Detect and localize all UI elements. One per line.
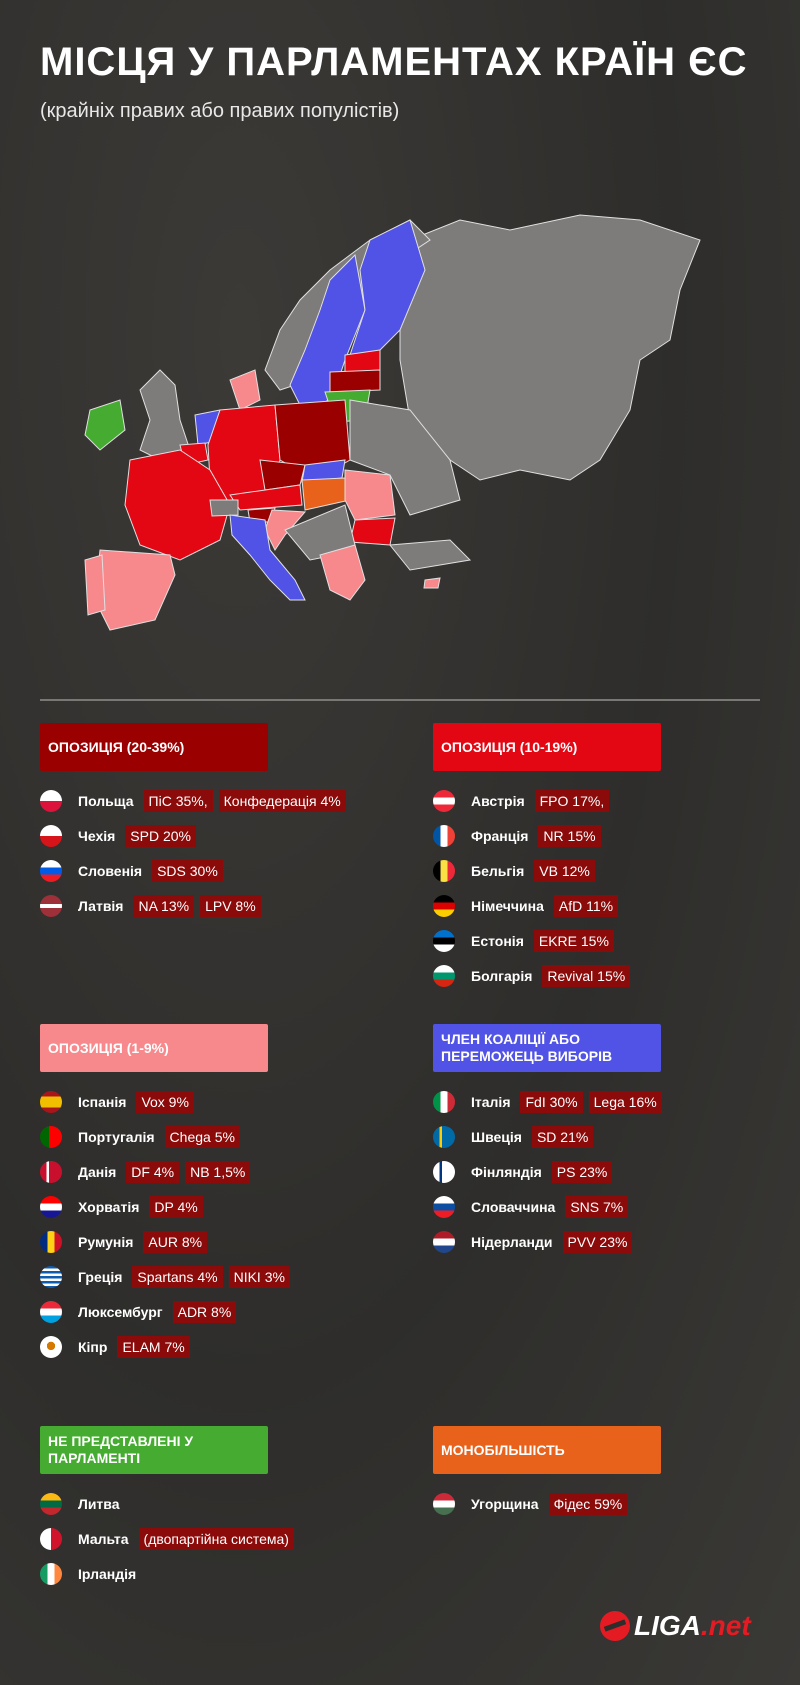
party-tag: DP 4% bbox=[149, 1196, 202, 1218]
party-tag: EKRE 15% bbox=[534, 930, 614, 952]
country-name: Словенія bbox=[78, 862, 143, 879]
latvia-flag-icon bbox=[40, 895, 62, 917]
section-coalition bbox=[433, 1024, 763, 1259]
country-name: Італія bbox=[471, 1093, 511, 1110]
map-region-spain bbox=[95, 550, 175, 630]
country-name: Румунія bbox=[78, 1233, 134, 1250]
section-header: ОПОЗИЦІЯ (20-39%) bbox=[40, 723, 268, 771]
germany-flag-icon bbox=[433, 895, 455, 917]
map-region-denmark bbox=[230, 370, 260, 410]
country-row bbox=[40, 1294, 370, 1329]
page-title: МІСЦЯ У ПАРЛАМЕНТАХ КРАЇН ЄС bbox=[40, 40, 748, 84]
country-row bbox=[40, 888, 370, 923]
map-region-bulgaria bbox=[350, 518, 395, 545]
country-name: Франція bbox=[471, 827, 529, 844]
country-row bbox=[40, 1154, 370, 1189]
country-row bbox=[433, 1189, 763, 1224]
country-row bbox=[40, 853, 370, 888]
belgium-flag-icon bbox=[433, 860, 455, 882]
party-tag: Vox 9% bbox=[136, 1091, 193, 1113]
party-tag: NB 1,5% bbox=[185, 1161, 250, 1183]
denmark-flag-icon bbox=[40, 1161, 62, 1183]
country-list bbox=[40, 1486, 370, 1591]
map-region-cyprus bbox=[424, 578, 440, 588]
section-majority bbox=[433, 1426, 763, 1521]
party-tag: LPV 8% bbox=[200, 895, 261, 917]
liga-logo bbox=[600, 1610, 751, 1642]
country-row bbox=[40, 1329, 370, 1364]
party-tag: Конфедерація 4% bbox=[219, 790, 346, 812]
country-name: Словаччина bbox=[471, 1198, 556, 1215]
country-list bbox=[40, 783, 370, 923]
country-name: Болгарія bbox=[471, 967, 533, 984]
france-flag-icon bbox=[433, 825, 455, 847]
map-region-turkey bbox=[390, 540, 470, 570]
country-name: Чехія bbox=[78, 827, 116, 844]
country-row bbox=[433, 958, 763, 993]
section-opp-10-19 bbox=[433, 723, 763, 993]
section-opp-20-39 bbox=[40, 723, 370, 923]
country-name: Нідерланди bbox=[471, 1233, 553, 1250]
country-name: Ірландія bbox=[78, 1565, 137, 1582]
country-row bbox=[433, 1154, 763, 1189]
country-list bbox=[40, 1084, 370, 1364]
spain-flag-icon bbox=[40, 1091, 62, 1113]
party-tag: (двопартійна система) bbox=[139, 1528, 294, 1550]
country-name: Швеція bbox=[471, 1128, 522, 1145]
malta-flag-icon bbox=[40, 1528, 62, 1550]
party-tag: NIKI 3% bbox=[229, 1266, 290, 1288]
party-tag: ELAM 7% bbox=[117, 1336, 189, 1358]
party-tag: PVV 23% bbox=[563, 1231, 633, 1253]
austria-flag-icon bbox=[433, 790, 455, 812]
italy-flag-icon bbox=[433, 1091, 455, 1113]
country-row bbox=[40, 1084, 370, 1119]
section-opp-1-9 bbox=[40, 1024, 370, 1364]
country-row bbox=[40, 783, 370, 818]
country-row bbox=[40, 1259, 370, 1294]
section-header: ЧЛЕН КОАЛІЦІЇ АБО ПЕРЕМОЖЕЦЬ ВИБОРІВ bbox=[433, 1024, 661, 1072]
section-header: ОПОЗИЦІЯ (10-19%) bbox=[433, 723, 661, 771]
greece-flag-icon bbox=[40, 1266, 62, 1288]
section-header: НЕ ПРЕДСТАВЛЕНІ У ПАРЛАМЕНТІ bbox=[40, 1426, 268, 1474]
map-region-romania bbox=[345, 470, 395, 520]
party-tag: Chega 5% bbox=[165, 1126, 240, 1148]
country-name: Греція bbox=[78, 1268, 123, 1285]
country-name: Люксембург bbox=[78, 1303, 163, 1320]
country-row bbox=[433, 783, 763, 818]
country-row bbox=[40, 1224, 370, 1259]
cyprus-flag-icon bbox=[40, 1336, 62, 1358]
country-list bbox=[433, 1084, 763, 1259]
party-tag: FdI 30% bbox=[520, 1091, 582, 1113]
country-name: Іспанія bbox=[78, 1093, 127, 1110]
party-tag: NA 13% bbox=[133, 895, 194, 917]
section-not-represented bbox=[40, 1426, 370, 1591]
party-tag: ADR 8% bbox=[173, 1301, 237, 1323]
map-region-portugal bbox=[85, 555, 105, 615]
map-region-russia bbox=[400, 215, 700, 480]
poland-flag-icon bbox=[40, 790, 62, 812]
europe-map bbox=[80, 160, 740, 640]
bulgaria-flag-icon bbox=[433, 965, 455, 987]
section-divider bbox=[40, 699, 760, 701]
country-name: Португалія bbox=[78, 1128, 155, 1145]
party-tag: DF 4% bbox=[126, 1161, 179, 1183]
country-name: Литва bbox=[78, 1495, 120, 1512]
party-tag: Spartans 4% bbox=[132, 1266, 222, 1288]
liga-ball-icon bbox=[600, 1611, 630, 1641]
country-name: Данія bbox=[78, 1163, 117, 1180]
country-list bbox=[433, 1486, 763, 1521]
country-row bbox=[40, 1556, 370, 1591]
luxembourg-flag-icon bbox=[40, 1301, 62, 1323]
country-row bbox=[433, 1084, 763, 1119]
country-name: Австрія bbox=[471, 792, 525, 809]
party-tag: AfD 11% bbox=[554, 895, 618, 917]
country-row bbox=[433, 923, 763, 958]
party-tag: Lega 16% bbox=[589, 1091, 662, 1113]
sweden-flag-icon bbox=[433, 1126, 455, 1148]
party-tag: AUR 8% bbox=[143, 1231, 207, 1253]
logo-liga: LIGA bbox=[634, 1610, 701, 1641]
map-region-latvia bbox=[330, 370, 380, 392]
party-tag: ПіС 35%, bbox=[144, 790, 213, 812]
estonia-flag-icon bbox=[433, 930, 455, 952]
country-row bbox=[40, 818, 370, 853]
country-name: Угорщина bbox=[471, 1495, 539, 1512]
hungary-flag-icon bbox=[433, 1493, 455, 1515]
country-row bbox=[433, 1119, 763, 1154]
ireland-flag-icon bbox=[40, 1563, 62, 1585]
country-name: Хорватія bbox=[78, 1198, 140, 1215]
country-row bbox=[40, 1486, 370, 1521]
map-region-ireland bbox=[85, 400, 125, 450]
finland-flag-icon bbox=[433, 1161, 455, 1183]
slovakia-flag-icon bbox=[433, 1196, 455, 1218]
czechia-flag-icon bbox=[40, 825, 62, 847]
country-name: Естонія bbox=[471, 932, 524, 949]
country-name: Німеччина bbox=[471, 897, 544, 914]
party-tag: SDS 30% bbox=[152, 860, 223, 882]
party-tag: Фідес 59% bbox=[549, 1493, 628, 1515]
map-region-switzerland bbox=[210, 500, 238, 516]
party-tag: SD 21% bbox=[532, 1126, 593, 1148]
party-tag: VB 12% bbox=[534, 860, 595, 882]
country-name: Польща bbox=[78, 792, 134, 809]
slovenia-flag-icon bbox=[40, 860, 62, 882]
netherlands-flag-icon bbox=[433, 1231, 455, 1253]
country-row bbox=[433, 1486, 763, 1521]
lithuania-flag-icon bbox=[40, 1493, 62, 1515]
logo-net: .net bbox=[700, 1610, 751, 1641]
country-row bbox=[40, 1189, 370, 1224]
party-tag: NR 15% bbox=[538, 825, 600, 847]
country-name: Бельгія bbox=[471, 862, 525, 879]
romania-flag-icon bbox=[40, 1231, 62, 1253]
country-list bbox=[433, 783, 763, 993]
party-tag: PS 23% bbox=[552, 1161, 613, 1183]
country-name: Фінляндія bbox=[471, 1163, 542, 1180]
country-name: Мальта bbox=[78, 1530, 129, 1547]
country-row bbox=[40, 1521, 370, 1556]
country-name: Латвія bbox=[78, 897, 124, 914]
country-row bbox=[433, 853, 763, 888]
croatia-flag-icon bbox=[40, 1196, 62, 1218]
map-region-greece bbox=[320, 545, 365, 600]
party-tag: SNS 7% bbox=[565, 1196, 628, 1218]
page-subtitle: (крайніх правих або правих популістів) bbox=[40, 100, 400, 122]
map-region-hungary bbox=[302, 478, 350, 510]
portugal-flag-icon bbox=[40, 1126, 62, 1148]
country-row bbox=[40, 1119, 370, 1154]
section-header: МОНОБІЛЬШІСТЬ bbox=[433, 1426, 661, 1474]
section-header: ОПОЗИЦІЯ (1-9%) bbox=[40, 1024, 268, 1072]
country-row bbox=[433, 1224, 763, 1259]
country-row bbox=[433, 818, 763, 853]
country-name: Кіпр bbox=[78, 1338, 108, 1355]
party-tag: SPD 20% bbox=[125, 825, 196, 847]
party-tag: FPO 17%, bbox=[535, 790, 610, 812]
party-tag: Revival 15% bbox=[542, 965, 630, 987]
country-row bbox=[433, 888, 763, 923]
